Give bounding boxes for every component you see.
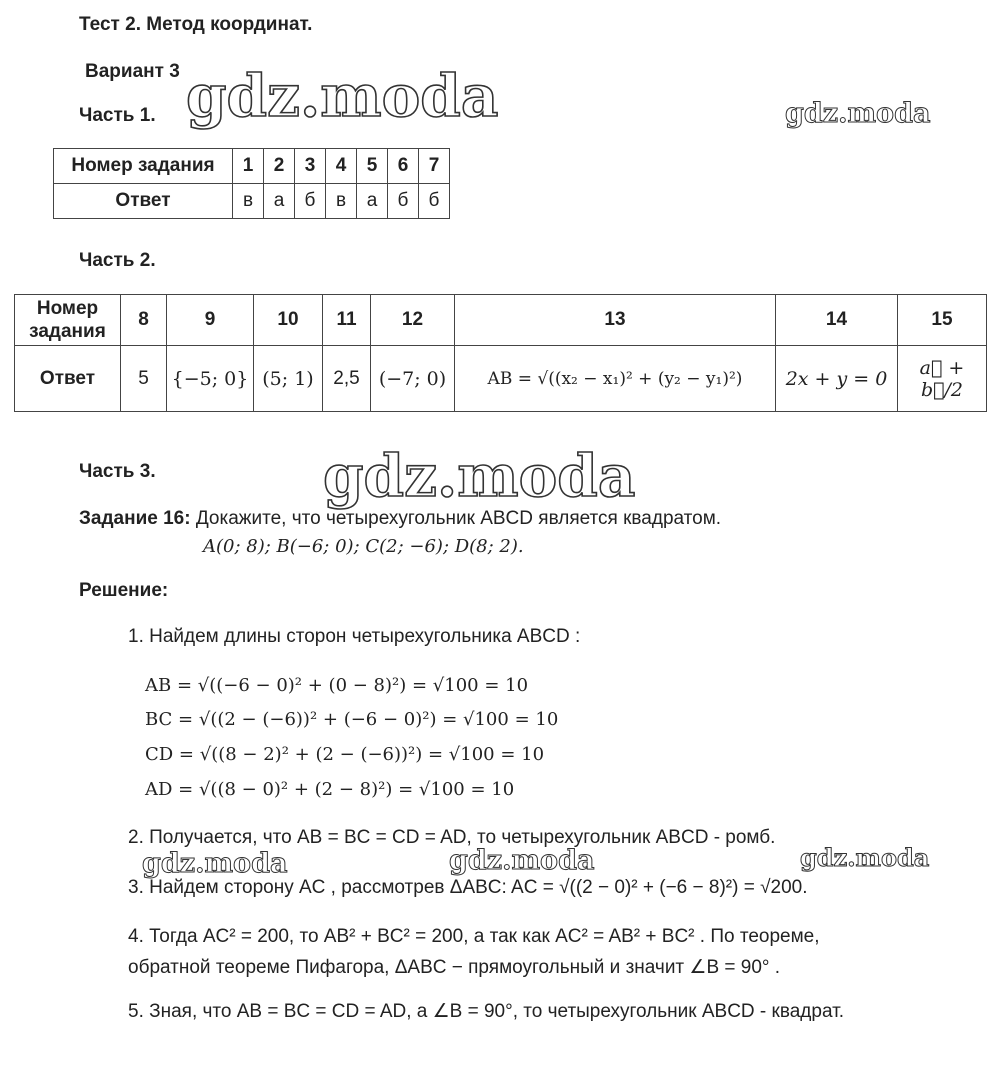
answer-cell: а bbox=[357, 184, 388, 219]
answer-cell: 2,5 bbox=[323, 346, 371, 412]
answer-cell: б bbox=[388, 184, 419, 219]
solution-step-5: 5. Зная, что AB = BC = CD = AD, а ∠B = 90°, то четырехугольник ABCD - квадрат. bbox=[128, 1001, 844, 1022]
table-header-cell: Ответ bbox=[15, 346, 121, 412]
answer-cell: a⃗ + b⃗/2 bbox=[898, 346, 987, 412]
equation-bc: BC = √((2 − (−6))² + (−6 − 0)²) = √100 = 10 bbox=[145, 709, 559, 730]
task16-label: Задание 16: bbox=[79, 508, 191, 529]
table-header-cell bbox=[15, 295, 121, 346]
task-number-cell: 5 bbox=[357, 149, 388, 184]
table-header-cell: Номер задания bbox=[54, 149, 233, 184]
equation-ad: AD = √((8 − 0)² + (2 − 8)²) = √100 = 10 bbox=[145, 779, 515, 800]
watermark-logo: gdz.moda bbox=[186, 62, 499, 130]
solution-step-3: 3. Найдем сторону AC , рассмотрев ΔABC: AC = √((2 − 0)² + (−6 − 8)²) = √200. bbox=[128, 877, 808, 898]
task-number-cell: 6 bbox=[388, 149, 419, 184]
answer-cell: {−5; 0} bbox=[167, 346, 254, 412]
task-number-cell: 10 bbox=[254, 295, 323, 346]
watermark-logo: gdz.moda bbox=[800, 843, 930, 872]
solution-step-2: 2. Получается, что AB = BC = CD = AD, то четырехугольник ABCD - ромб. bbox=[128, 827, 776, 848]
solution-step-4-line1: 4. Тогда AC² = 200, то AB² + BC² = 200, а так как AC² = AB² + BC² . По теореме, bbox=[128, 926, 820, 947]
task16-statement bbox=[79, 508, 721, 530]
task-number-cell: 15 bbox=[898, 295, 987, 346]
task-number-cell: 9 bbox=[167, 295, 254, 346]
task-number-cell: 7 bbox=[419, 149, 450, 184]
task-number-cell: 3 bbox=[295, 149, 326, 184]
part2-answer-table bbox=[14, 294, 987, 412]
part2-label: Часть 2. bbox=[79, 250, 156, 271]
answer-cell: б bbox=[295, 184, 326, 219]
solution-label: Решение: bbox=[79, 580, 169, 601]
answer-cell: а bbox=[264, 184, 295, 219]
task-number-cell: 11 bbox=[323, 295, 371, 346]
solution-step-1: 1. Найдем длины сторон четырехугольника ABCD : bbox=[128, 626, 581, 647]
answer-cell: 5 bbox=[121, 346, 167, 412]
task-number-cell: 13 bbox=[455, 295, 776, 346]
task-number-cell: 14 bbox=[776, 295, 898, 346]
watermark-logo: gdz.moda bbox=[785, 98, 931, 129]
task-number-cell: 4 bbox=[326, 149, 357, 184]
part1-answer-table bbox=[53, 148, 450, 219]
task16-points: A(0; 8); B(−6; 0); C(2; −6); D(8; 2). bbox=[203, 536, 524, 557]
task-number-cell: 12 bbox=[371, 295, 455, 346]
watermark-logo: gdz.moda bbox=[323, 442, 636, 510]
answer-cell: в bbox=[326, 184, 357, 219]
table-header-text: Номер задания bbox=[29, 298, 106, 342]
page-title: Тест 2. Метод координат. bbox=[79, 14, 313, 35]
answer-cell: 2x + y = 0 bbox=[776, 346, 898, 412]
task-number-cell: 1 bbox=[233, 149, 264, 184]
answer-cell: (−7; 0) bbox=[371, 346, 455, 412]
answer-cell: б bbox=[419, 184, 450, 219]
task-number-cell: 8 bbox=[121, 295, 167, 346]
table-header-cell: Ответ bbox=[54, 184, 233, 219]
solution-step-4-line2: обратной теореме Пифагора, ΔABC − прямоугольный и значит ∠B = 90° . bbox=[128, 957, 781, 978]
answer-cell: в bbox=[233, 184, 264, 219]
part1-label: Часть 1. bbox=[79, 105, 156, 126]
task16-text: Докажите, что четырехугольник ABCD является квадратом. bbox=[195, 508, 722, 529]
equation-ab: AB = √((−6 − 0)² + (0 − 8)²) = √100 = 10 bbox=[145, 675, 529, 696]
part3-label: Часть 3. bbox=[79, 461, 156, 482]
equation-cd: CD = √((8 − 2)² + (2 − (−6))²) = √100 = 10 bbox=[145, 744, 545, 765]
variant-label: Вариант 3 bbox=[85, 61, 180, 82]
watermark-logo: gdz.moda bbox=[449, 845, 595, 876]
answer-cell: AB = √((x₂ − x₁)² + (y₂ − y₁)²) bbox=[455, 346, 776, 412]
answer-cell: (5; 1) bbox=[254, 346, 323, 412]
task-number-cell: 2 bbox=[264, 149, 295, 184]
watermark-logo: gdz.moda bbox=[142, 848, 288, 879]
